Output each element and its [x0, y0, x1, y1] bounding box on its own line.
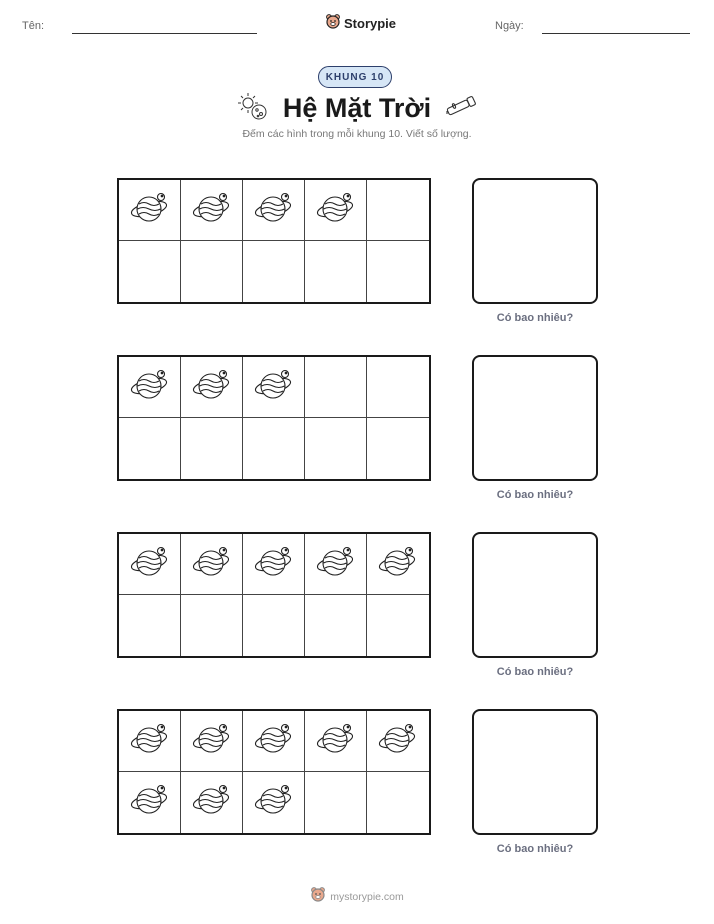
frame-cell [367, 418, 429, 479]
frame-cell [367, 772, 429, 833]
brand-logo [325, 13, 396, 34]
planet-icon [192, 191, 232, 230]
frame-cell [119, 357, 181, 418]
count-prompt: Có bao nhiêu? [496, 312, 574, 324]
planet-icon [316, 191, 356, 230]
frame-cell [367, 534, 429, 595]
frame-cell [243, 418, 305, 479]
frame-cell [119, 241, 181, 302]
planet-icon [254, 783, 294, 822]
date-write-line[interactable] [542, 33, 690, 34]
count-prompt: Có bao nhiêu? [496, 666, 574, 678]
ten-frame [117, 355, 431, 481]
count-prompt: Có bao nhiêu? [496, 489, 574, 501]
frame-cell [243, 772, 305, 833]
frame-cell [367, 595, 429, 656]
ten-frame [117, 709, 431, 835]
planet-icon [130, 191, 170, 230]
telescope-icon [444, 94, 478, 123]
planet-icon [378, 545, 418, 584]
frame-cell [119, 180, 181, 241]
planet-icon [254, 368, 294, 407]
answer-box[interactable] [472, 532, 598, 658]
date-label: Ngày: [495, 20, 524, 32]
frame-cell [181, 711, 243, 772]
frame-cell [305, 711, 367, 772]
frame-cell [119, 534, 181, 595]
planet-icon [254, 722, 294, 761]
frame-cell [305, 534, 367, 595]
ten-frame [117, 532, 431, 658]
frame-cell [243, 180, 305, 241]
frame-cell [243, 534, 305, 595]
frame-cell [119, 418, 181, 479]
planet-icon [130, 783, 170, 822]
planet-icon [378, 722, 418, 761]
frame-cell [305, 418, 367, 479]
frame-cell [367, 357, 429, 418]
frame-cell [305, 357, 367, 418]
planet-icon [254, 191, 294, 230]
answer-box[interactable] [472, 355, 598, 481]
frame-cell [305, 772, 367, 833]
frame-cell [243, 595, 305, 656]
planet-icon [130, 368, 170, 407]
frame-cell [181, 534, 243, 595]
ten-frame [117, 178, 431, 304]
count-prompt: Có bao nhiêu? [496, 843, 574, 855]
name-write-line[interactable] [72, 33, 257, 34]
planet-icon [192, 545, 232, 584]
planet-icon [192, 783, 232, 822]
frame-cell [181, 418, 243, 479]
frame-cell [181, 772, 243, 833]
frame-cell [367, 711, 429, 772]
brand-name: Storypie [344, 16, 397, 31]
planet-icon [316, 545, 356, 584]
answer-box[interactable] [472, 709, 598, 835]
frame-cell [243, 357, 305, 418]
planet-icon [130, 545, 170, 584]
planet-icon [192, 722, 232, 761]
frame-cell [243, 241, 305, 302]
planet-icon [254, 545, 294, 584]
frame-cell [367, 180, 429, 241]
page-title: Hệ Mặt Trời [282, 93, 432, 123]
frame-cell [119, 711, 181, 772]
footer-url[interactable]: mystorypie.com [330, 890, 404, 903]
frame-cell [243, 711, 305, 772]
frame-cell [305, 595, 367, 656]
bear-mascot-icon [325, 13, 341, 34]
frame-cell [181, 357, 243, 418]
frame-cell [367, 241, 429, 302]
answer-box[interactable] [472, 178, 598, 304]
frame-cell [181, 180, 243, 241]
bear-mascot-icon [310, 886, 326, 907]
frame-cell [119, 772, 181, 833]
category-badge: KHUNG 10 [318, 66, 392, 88]
frame-cell [119, 595, 181, 656]
planet-icon [192, 368, 232, 407]
name-label: Tên: [22, 20, 45, 32]
frame-cell [305, 241, 367, 302]
footer [0, 886, 714, 907]
frame-cell [181, 241, 243, 302]
frame-cell [305, 180, 367, 241]
planet-icon [316, 722, 356, 761]
planet-icon [130, 722, 170, 761]
frame-cell [181, 595, 243, 656]
instructions: Đếm các hình trong mỗi khung 10. Viết số lượng. [242, 128, 472, 140]
